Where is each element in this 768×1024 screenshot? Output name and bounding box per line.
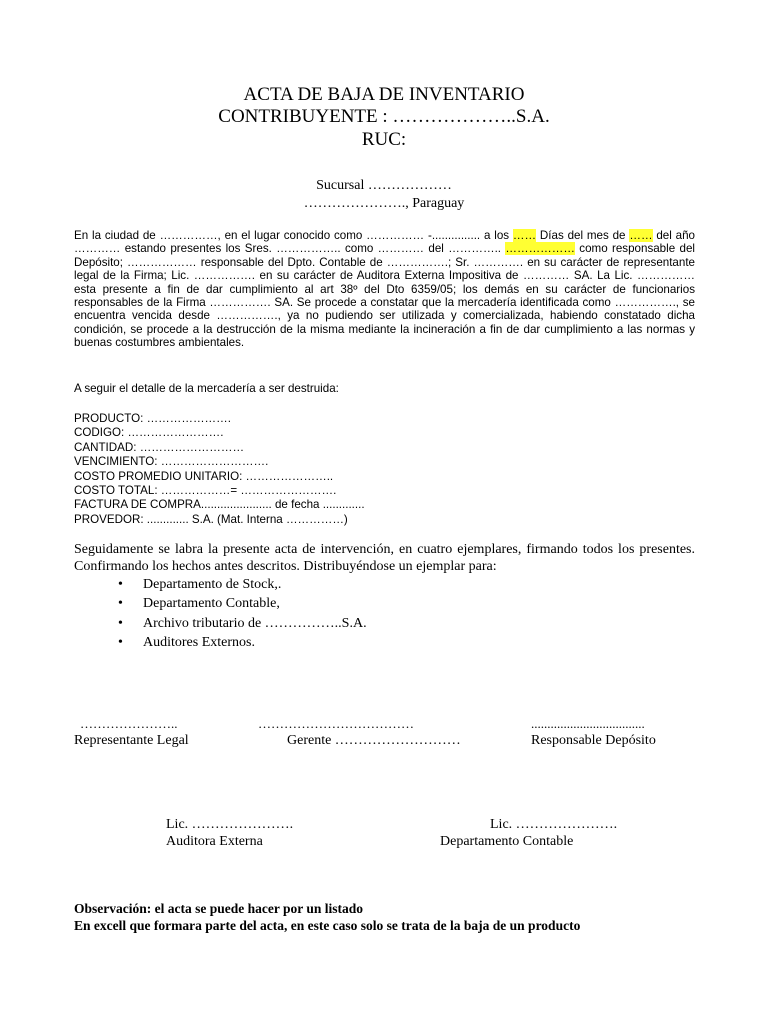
bullet-icon: • [118, 596, 123, 612]
field-proveedor: PROVEDOR: ............. S.A. (Mat. Interna ……………) [74, 512, 348, 526]
list-item [118, 596, 367, 615]
signature-line-contable: Lic. …………………. [490, 817, 618, 832]
highlighted-blank: …… [512, 229, 537, 242]
distribution-list [118, 577, 367, 654]
paragraph-text: como responsable del Depósito; ……………… responsable del Dpto. Contable de …………….; Sr. …………. en su carácter de representante legal de la Firma; Lic. ……………. en su carácter de Auditora Externa Impositiva de ………… SA. La Lic. …………… esta presente a fin de dar cumplimiento al art 38º del Dto 6359/05; los demás en su carácter de funcionarios responsables de la Firma ……………. SA. Se procede a constatar que la mercadería identificada como ……………., se encuentra vencida desde ……………., ya no pudiendo ser utilizada y comercializada, habiendo constatado dicha condición, se procede a la destrucción de la misma mediante la incineración a fin de dar cumplimiento a las normas y buenas costumbres ambientales. [74, 242, 695, 350]
field-costo-total: COSTO TOTAL: ………………= ……………………. [74, 484, 337, 498]
bullet-icon: • [118, 577, 123, 592]
signature-label-representante: Representante Legal [74, 733, 189, 748]
detail-intro: A seguir el detalle de la mercadería a ser destruida: [74, 382, 339, 395]
signature-line-auditora: Lic. …………………. [166, 817, 294, 832]
paragraph-text: Días del mes de [536, 229, 630, 242]
list-item [118, 616, 367, 635]
list-item-label: Departamento Contable, [143, 596, 280, 612]
sucursal-line: Sucursal ……………… [316, 178, 452, 193]
list-item-label: Archivo tributario de ……………..S.A. [143, 615, 367, 631]
list-item-label: Departamento de Stock,. [143, 577, 282, 592]
field-codigo: CODIGO: ……………………. [74, 426, 224, 440]
highlighted-blank: ……………… [505, 242, 575, 256]
signature-line-gerente: ……………………………… [258, 716, 414, 731]
main-paragraph [74, 229, 695, 350]
ruc-line: RUC: [361, 129, 407, 150]
contribuyente-line: CONTRIBUYENTE : ………………..S.A. [218, 106, 550, 127]
document-title: ACTA DE BAJA DE INVENTARIO [243, 84, 525, 105]
field-cantidad: CANTIDAD: ……………………… [74, 440, 245, 454]
field-costo-promedio: COSTO PROMEDIO UNITARIO: ………………….. [74, 469, 334, 483]
paragraph-text: del año ………… estando presentes los Sres. …………….. como ………… del ………….. [74, 229, 695, 256]
signature-label-deposito: Responsable Depósito [531, 733, 656, 748]
observation-line-1: Observación: el acta se puede hacer por un listado [74, 901, 363, 916]
field-factura: FACTURA DE COMPRA...................... de fecha ............. [74, 498, 365, 512]
signature-line-deposito: ................................... [531, 716, 645, 731]
city-line: …………………., Paraguay [303, 196, 465, 211]
list-item [118, 635, 367, 654]
field-vencimiento: VENCIMIENTO: ………………………. [74, 455, 269, 469]
detail-fields [74, 412, 365, 527]
observation-line-2: En excell que formara parte del acta, en este caso solo se trata de la baja de un producto [74, 918, 581, 933]
closing-paragraph: Seguidamente se labra la presente acta de intervención, en cuatro ejemplares, firmando todos los presentes. Confirmando los hechos antes descritos. Distribuyéndose un ejemplar para: [74, 542, 695, 574]
signature-label-gerente: Gerente ……………………… [287, 733, 461, 748]
bullet-icon: • [118, 634, 123, 650]
list-item-label: Auditores Externos. [143, 634, 255, 650]
list-item [118, 577, 367, 596]
bullet-icon: • [118, 615, 123, 631]
paragraph-text: En la ciudad de ……………, en el lugar conocido como …………… -............... a los [74, 229, 513, 242]
signature-label-contable: Departamento Contable [440, 834, 574, 849]
field-producto: PRODUCTO: …………………. [74, 412, 231, 425]
signature-label-auditora: Auditora Externa [166, 834, 263, 849]
signature-line-representante: ………………….. [80, 716, 178, 731]
highlighted-blank: …… [629, 229, 653, 242]
